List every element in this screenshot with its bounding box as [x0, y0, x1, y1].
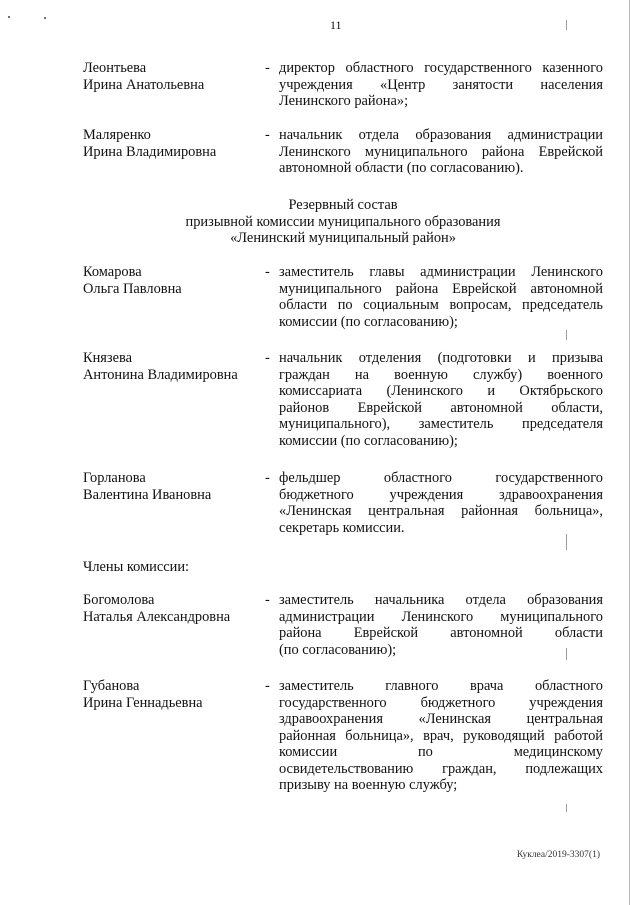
desc-line: заместитель главы администрации Ленинского [279, 264, 603, 280]
given-names: Антонина Владимировна [83, 366, 238, 383]
dash: - [265, 592, 270, 608]
surname: Горланова [83, 470, 146, 486]
desc-line: освидетельствованию граждан, подлежащих [279, 760, 603, 777]
desc-line: комиссариата (Ленинского и Октябрьского [279, 383, 603, 399]
surname: Богомолова [83, 592, 155, 608]
person-name [83, 350, 263, 383]
desc-line: граждан на военную службу) военного [279, 366, 603, 383]
page-number: 11 [330, 18, 342, 32]
desc-line: государственного бюджетного учреждения [279, 694, 603, 711]
given-names: Ирина Геннадьевна [83, 694, 203, 711]
person-name [83, 470, 263, 503]
given-names: Ирина Анатольевна [83, 76, 205, 93]
person-name [83, 678, 263, 711]
desc-line: муниципального), заместитель председателя [279, 416, 603, 432]
given-names: Валентина Ивановна [83, 486, 212, 503]
person-name [83, 264, 263, 297]
reserve-heading [83, 197, 603, 247]
scan-mark [566, 534, 567, 550]
scan-speck [44, 17, 46, 19]
position-description [279, 678, 603, 794]
desc-line: (по согласованию); [279, 641, 397, 658]
desc-line: начальник отделения (подготовки и призыва [279, 350, 603, 366]
scan-speck [8, 16, 10, 18]
dash: - [265, 678, 270, 694]
person-name [83, 60, 263, 93]
position-description [279, 592, 603, 658]
scan-edge-line [629, 0, 630, 905]
given-names: Наталья Александровна [83, 608, 231, 625]
dash: - [265, 264, 270, 280]
position-description [279, 60, 603, 110]
desc-line: Ленинского муниципального района Еврейской [279, 143, 603, 160]
scan-mark [566, 804, 567, 812]
desc-line: начальник отдела образования администрации [279, 127, 603, 143]
given-names: Ирина Владимировна [83, 143, 217, 160]
dash: - [265, 127, 270, 143]
desc-line: здравоохранения «Ленинская центральная [279, 711, 603, 727]
desc-line: секретарь комиссии. [279, 519, 405, 536]
given-names: Ольга Павловна [83, 280, 182, 297]
dash: - [265, 350, 270, 366]
position-description [279, 127, 603, 177]
desc-line: заместитель начальника отдела образования [279, 592, 603, 608]
desc-line: призыву на военную службу; [279, 777, 458, 793]
desc-line: «Ленинская центральная районная больница», [279, 503, 603, 519]
desc-line: районов Еврейской автономной области, [279, 399, 603, 416]
desc-line: бюджетного учреждения здравоохранения [279, 486, 603, 503]
heading-line: «Ленинский муниципальный район» [230, 230, 456, 246]
desc-line: области по социальным вопросам, председатель [279, 297, 603, 313]
scan-mark [566, 330, 567, 340]
surname: Маляренко [83, 127, 151, 143]
desc-line: автономной области (по согласованию). [279, 160, 524, 176]
dash: - [265, 470, 270, 486]
desc-line: комиссии (по согласованию); [279, 432, 458, 449]
desc-line: районная больница», врач, руководящий работой [279, 727, 603, 744]
document-code: Куклеа/2019-3307(1) [516, 850, 600, 860]
position-description [279, 264, 603, 330]
desc-line: заместитель главного врача областного [279, 678, 603, 694]
desc-line: фельдшер областного государственного [279, 470, 603, 486]
desc-line: учреждения «Центр занятости населения [279, 76, 603, 93]
person-name [83, 592, 263, 625]
position-description [279, 470, 603, 536]
desc-line: директор областного государственного казенного [279, 60, 603, 76]
surname: Князева [83, 350, 132, 366]
desc-line: администрации Ленинского муниципального [279, 608, 603, 625]
desc-line: комиссии по медицинскому [279, 744, 603, 760]
person-name [83, 127, 263, 160]
surname: Комарова [83, 264, 142, 280]
surname: Губанова [83, 678, 140, 694]
desc-line: района Еврейской автономной области [279, 625, 603, 641]
heading-line: Резервный состав [288, 197, 398, 213]
heading-line: призывной комиссии муниципального образования [185, 213, 501, 230]
members-label: Члены комиссии: [83, 559, 190, 575]
surname: Леонтьева [83, 60, 147, 76]
position-description [279, 350, 603, 449]
dash: - [265, 60, 270, 76]
desc-line: Ленинского района»; [279, 93, 409, 109]
desc-line: муниципального района Еврейской автономной [279, 280, 603, 297]
scan-mark [566, 20, 567, 30]
desc-line: комиссии (по согласованию); [279, 313, 458, 330]
